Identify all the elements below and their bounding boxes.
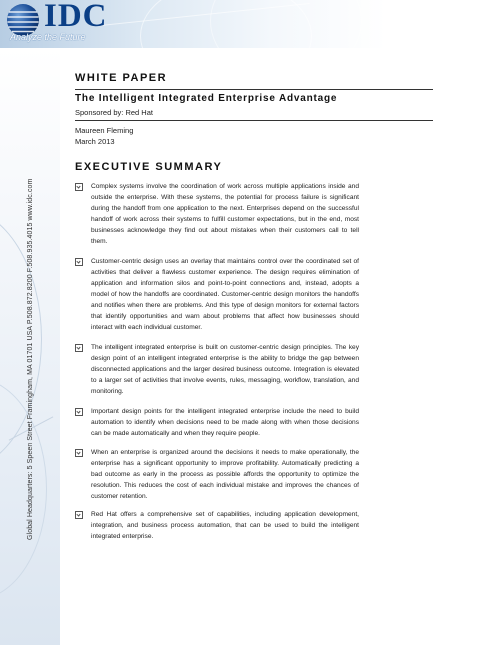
- bullet-text: Red Hat offers a comprehensive set of capabilities, including application development, integration, and business process automation, that can be used to build the intelligent integrated enterprise.: [91, 511, 359, 540]
- checkbox-bullet-icon: [75, 183, 83, 191]
- summary-bullet: [75, 406, 359, 439]
- author-name: Maureen Fleming: [75, 126, 134, 135]
- checkbox-bullet-icon: [75, 408, 83, 416]
- header-banner: [0, 0, 495, 48]
- section-heading: EXECUTIVE SUMMARY: [75, 161, 223, 173]
- checkbox-bullet-icon: [75, 449, 83, 457]
- header-decoration: [210, 0, 362, 48]
- checkbox-bullet-icon: [75, 511, 83, 519]
- sidebar-decoration: [0, 378, 47, 600]
- bullet-text: The intelligent integrated enterprise is built on customer-centric design principles. The key design point of an intelligent integrated enterprise is the ability to bridge the gap between disconnected applications and the larger desired business outcome. Integration is elevated to a larger set of activities that involve events, rules, messaging, workflow, translation, and monitoring.: [91, 344, 359, 395]
- summary-bullet-list: [75, 181, 359, 542]
- summary-bullet: [75, 447, 359, 502]
- bullet-text: Important design points for the intelligent integrated enterprise include the need to build automation to identify when decisions need to be made along with when those decisions can be made automatically and when they require people.: [91, 408, 359, 437]
- summary-bullet: [75, 509, 359, 542]
- sponsor-line: Sponsored by: Red Hat: [75, 108, 153, 117]
- logo-tagline: Analyze the Future: [10, 32, 86, 42]
- bullet-text: Complex systems involve the coordination of work across multiple applications inside and outside the enterprise. With these systems, the potential for process failure is significant during the handoff from one application to the next. Enterprises depend on the successful handoff of work across their systems to fulfill customer expectations, but in the end, most businesses acknowledge they find out about mistakes when their customers call to tell them.: [91, 183, 359, 245]
- bullet-text: Customer-centric design uses an overlay that maintains control over the coordinated set of activities that deliver a flawless customer experience. The design requires elimination of application and information silos and point-to-point connections and, instead, adopts a model of how the handoffs are coordinated. Customer-centric design monitors the handoffs and notifies when there are problems. And this type of design monitors for external factors that identify opportunities and warn about problems that affect how businesses should interact with each individual customer.: [91, 258, 359, 331]
- summary-bullet: [75, 342, 359, 397]
- divider: [75, 89, 433, 90]
- headquarters-address: Global Headquarters: 5 Speen Street Framingham, MA 01701 USA P.508.872.8200 F.508.935.4015 www.idc.com: [27, 178, 34, 540]
- publication-date: March 2013: [75, 137, 115, 146]
- checkbox-bullet-icon: [75, 258, 83, 266]
- document-type: WHITE PAPER: [75, 72, 168, 84]
- logo-text: IDC: [44, 0, 108, 34]
- summary-bullet: [75, 181, 359, 247]
- divider: [75, 120, 433, 121]
- bullet-text: When an enterprise is organized around the decisions it needs to make operationally, the enterprise has a significant opportunity to improve profitability. Automatically predicting a bad outcome as early in the process as possible affords the opportunity to optimize the resolution. This reduces the cost of each individual mistake and improves the chances of customer retention.: [91, 449, 359, 500]
- summary-bullet: [75, 256, 359, 333]
- checkbox-bullet-icon: [75, 344, 83, 352]
- document-title: The Intelligent Integrated Enterprise Advantage: [75, 93, 338, 104]
